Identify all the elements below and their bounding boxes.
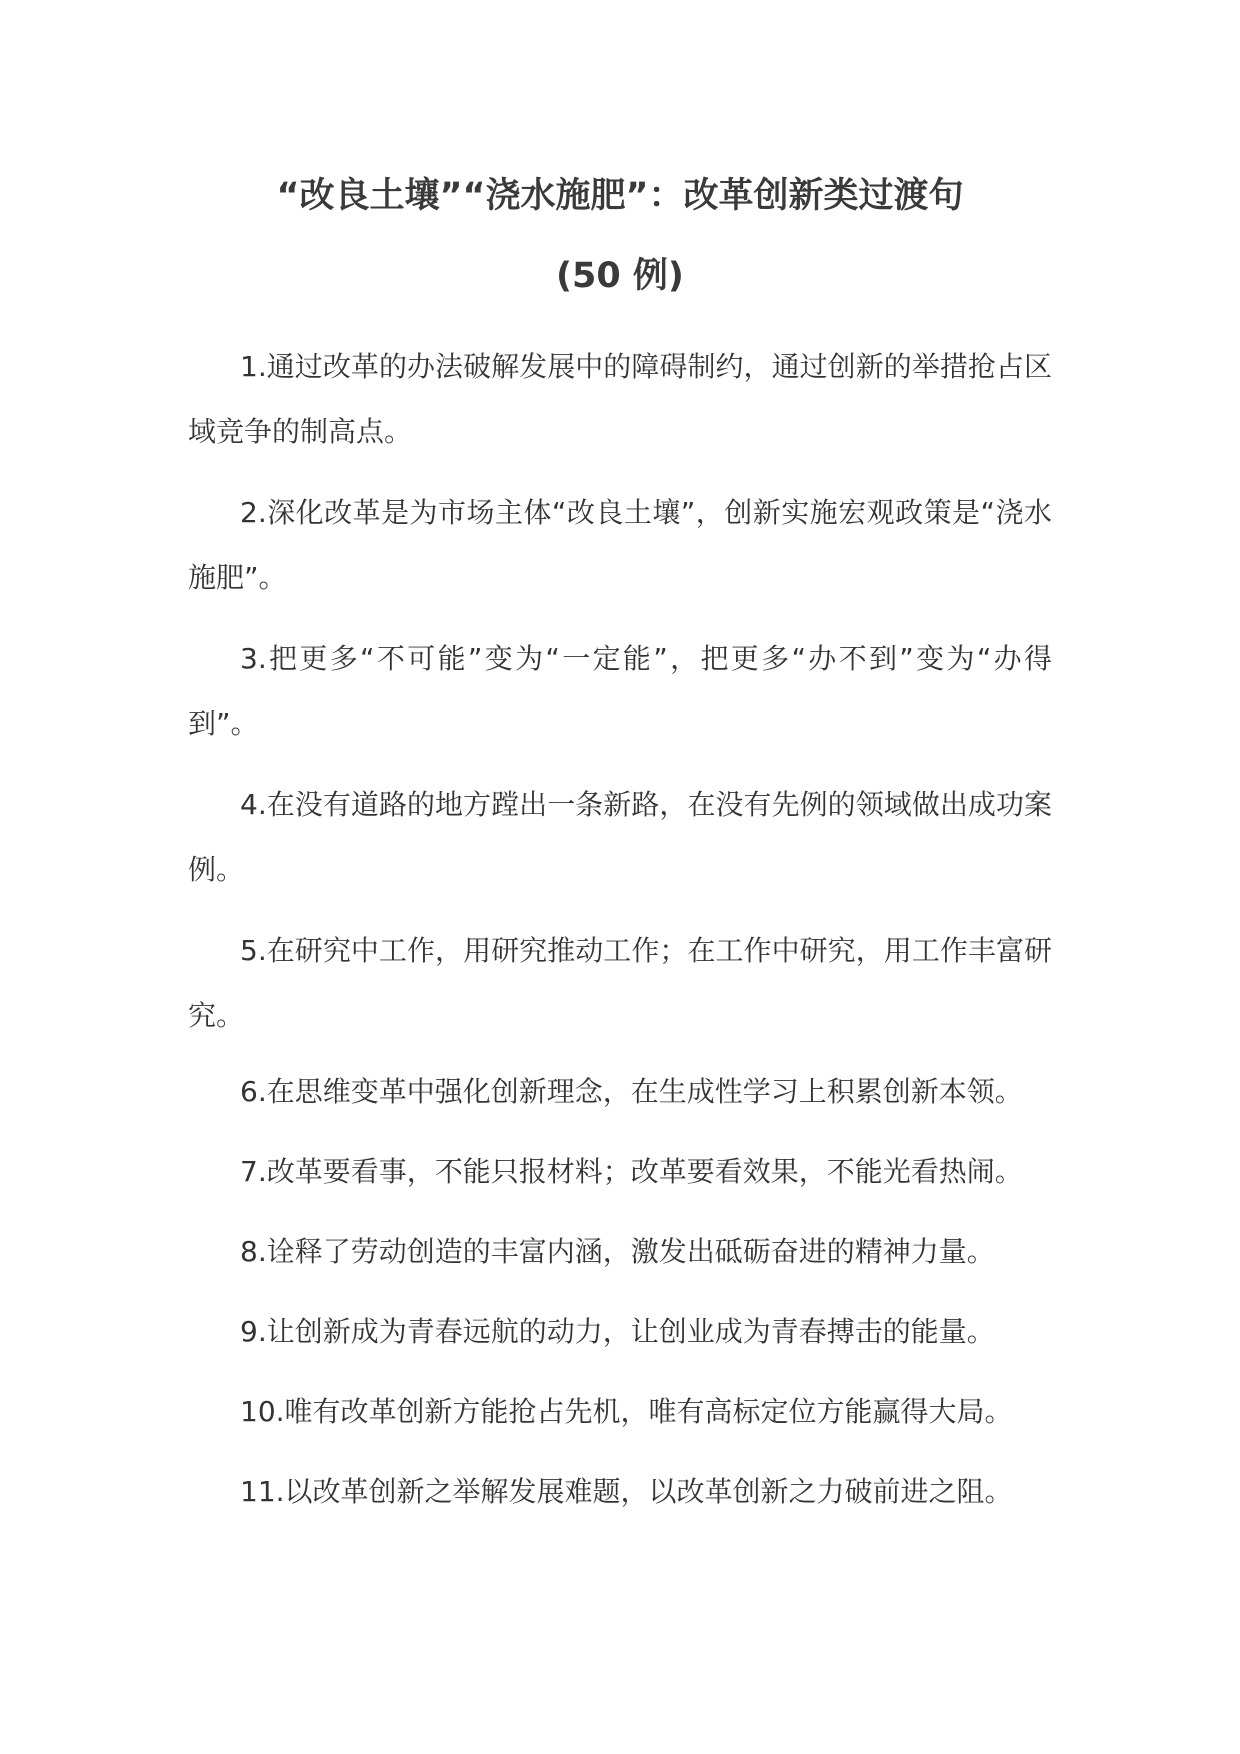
- document-subtitle: (50 例): [556, 256, 684, 296]
- document-body: [188, 334, 1052, 1544]
- paragraph-10: 10.唯有改革创新方能抢占先机，唯有高标定位方能赢得大局。: [240, 1395, 1013, 1428]
- paragraph-1: 1.通过改革的办法破解发展中的障碍制约，通过创新的举措抢占区域竞争的制高点。: [188, 350, 1052, 448]
- paragraph-7: 7.改革要看事，不能只报材料；改革要看效果，不能光看热闹。: [240, 1155, 1023, 1188]
- paragraph-5: 5.在研究中工作，用研究推动工作；在工作中研究，用工作丰富研究。: [188, 934, 1052, 1032]
- paragraph-3: 3.把更多“不可能”变为“一定能”，把更多“办不到”变为“办得到”。: [188, 642, 1052, 740]
- paragraph-8: 8.诠释了劳动创造的丰富内涵，激发出砥砺奋进的精神力量。: [240, 1235, 995, 1268]
- paragraph-11: 11.以改革创新之举解发展难题，以改革创新之力破前进之阻。: [240, 1475, 1013, 1508]
- paragraph-6: 6.在思维变革中强化创新理念，在生成性学习上积累创新本领。: [240, 1075, 1023, 1108]
- paragraph-2: 2.深化改革是为市场主体“改良土壤”，创新实施宏观政策是“浇水施肥”。: [188, 496, 1052, 594]
- document-title: “改良土壤”“浇水施肥”：改革创新类过渡句: [276, 176, 964, 216]
- paragraph-9: 9.让创新成为青春远航的动力，让创业成为青春搏击的能量。: [240, 1315, 995, 1348]
- paragraph-4: 4.在没有道路的地方蹚出一条新路，在没有先例的领域做出成功案例。: [188, 788, 1052, 886]
